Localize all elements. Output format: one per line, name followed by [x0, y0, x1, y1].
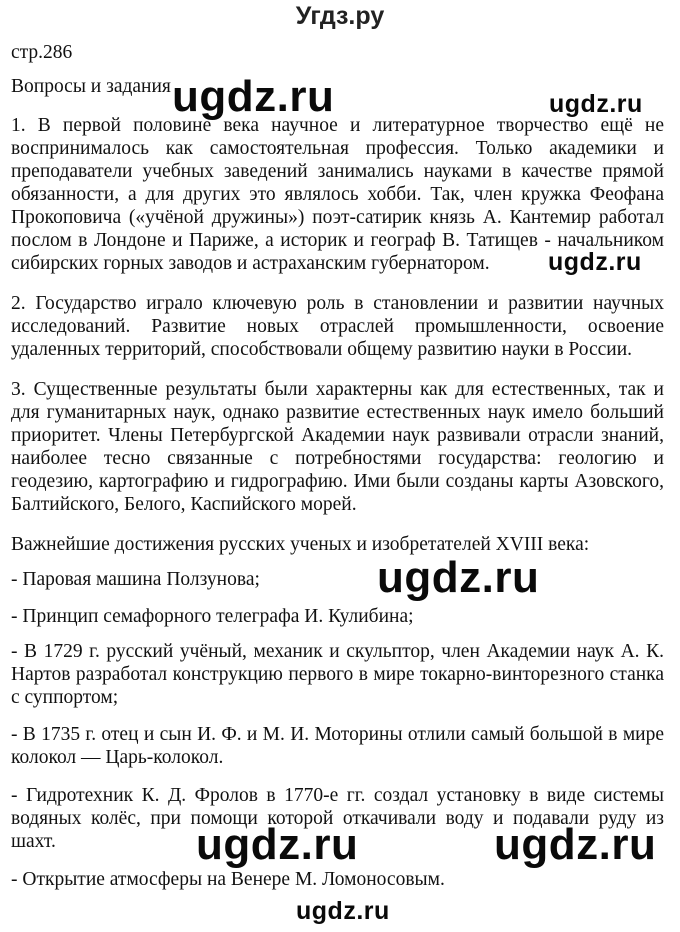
- achievement-item: - В 1729 г. русский учёный, механик и скульптор, член Академии наук А. К. Нартов разработал конструкцию первого в мире токарно-винторезного станка с суппортом;: [11, 641, 664, 708]
- answer-3: 3. Существенные результаты были характерны как для естественных, так и для гуманитарных наук, однако развитие естественных наук имело больший приоритет. Члены Петербургской Академии наук развивали отрасли знаний, наиболее тесно связанные с потребностями государства: геологию и геодезию, картографию и гидрографию. Ими были созданы карты Азовского, Балтийского, Белого, Каспийского морей.: [11, 379, 664, 515]
- watermark: ugdz.ru: [549, 90, 643, 118]
- page-reference: стр.286: [11, 42, 73, 63]
- watermark: ugdz.ru: [548, 248, 642, 276]
- section-heading: Вопросы и задания: [11, 76, 171, 97]
- watermark: ugdz.ru: [494, 820, 657, 869]
- achievement-item: - Гидротехник К. Д. Фролов в 1770-е гг. создал установку в виде системы водяных колёс, при помощи которой откачивали воду и подавали руду из шахт.: [11, 785, 664, 852]
- footer-watermark: ugdz.ru: [296, 897, 390, 925]
- watermark: ugdz.ru: [377, 553, 540, 602]
- watermark: ugdz.ru: [172, 72, 335, 121]
- watermark: ugdz.ru: [196, 820, 359, 869]
- site-title: Угдз.ру: [295, 2, 385, 30]
- achievement-item: - Паровая машина Ползунова;: [11, 569, 260, 590]
- achievement-item: - Принцип семафорного телеграфа И. Кулибина;: [11, 606, 414, 627]
- achievement-item: - В 1735 г. отец и сын И. Ф. и М. И. Моторины отлили самый большой в мире колокол — Царь-колокол.: [11, 724, 664, 768]
- document-body: [11, 0, 664, 932]
- answer-2: 2. Государство играло ключевую роль в становлении и развитии научных исследований. Развитие новых отраслей промышленности, освоение удаленных территорий, способствовали общему развитию науки в России.: [11, 293, 664, 360]
- achievements-heading: Важнейшие достижения русских ученых и изобретателей XVIII века:: [11, 534, 590, 555]
- answer-1: 1. В первой половине века научное и литературное творчество ещё не воспринималось как самостоятельная профессия. Только академики и преподаватели учебных заведений занимались науками в качестве прямой обязанности, а для других это являлось хобби. Так, член кружка Феофана Прокоповича («учёной дружины») поэт-сатирик князь А. Кантемир работал послом в Лондоне и Париже, а историк и географ В. Татищев - начальником сибирских горных заводов и астраханским губернатором.: [11, 115, 664, 274]
- achievement-item: - Открытие атмосферы на Венере М. Ломоносовым.: [11, 869, 445, 890]
